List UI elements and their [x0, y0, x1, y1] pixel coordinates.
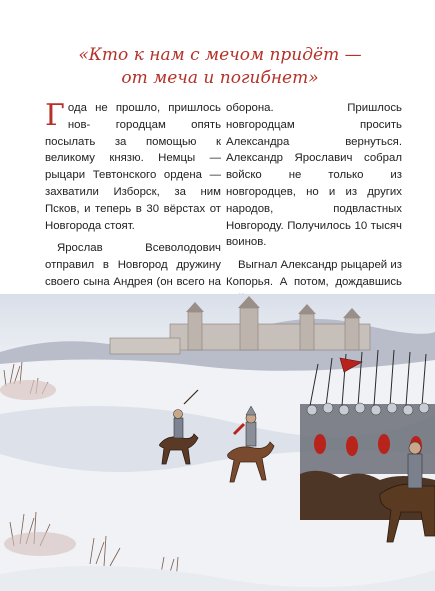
- paragraph: Выгнал Александр рыцарей из Копорья. А потом, дождавшись: [226, 259, 402, 288]
- bush: [0, 380, 56, 400]
- drop-cap: Г: [45, 98, 65, 133]
- paragraph-line: помощью к великому князю. Немцы — рыцари Тевтонского ордена — захватили Изборск, за ним: [45, 135, 222, 198]
- snow-field: [0, 359, 435, 591]
- battle-illustration: [0, 294, 435, 591]
- paragraph: оборона. Пришлось новгородцам просить Александра вернуться. Александр Ярославич собрал войско не только из новгородцев, но и из других народов, подвластных Новгороду. Получилось 10 тысяч воинов.: [226, 102, 402, 249]
- page-heading: [30, 44, 410, 90]
- heading-line-1: «Кто к нам с мечом придёт —: [78, 45, 362, 65]
- paragraph: Ярослав Всеволодович отправил в Новгород дружину своего сына Андрея (он всего на: [45, 242, 221, 288]
- heading-line-2: от меча и погибнет»: [121, 68, 319, 88]
- paragraph-line: Новгорода стоят.: [45, 219, 135, 232]
- paragraph-line: Псков, и теперь в 30 вёрстах от: [45, 202, 221, 215]
- paragraph-line: ода не прошло, пришлось нов-: [67, 102, 221, 131]
- paragraph-line: городцам опять посылать за: [45, 118, 222, 148]
- bush: [4, 532, 76, 556]
- paragraph: [45, 100, 221, 234]
